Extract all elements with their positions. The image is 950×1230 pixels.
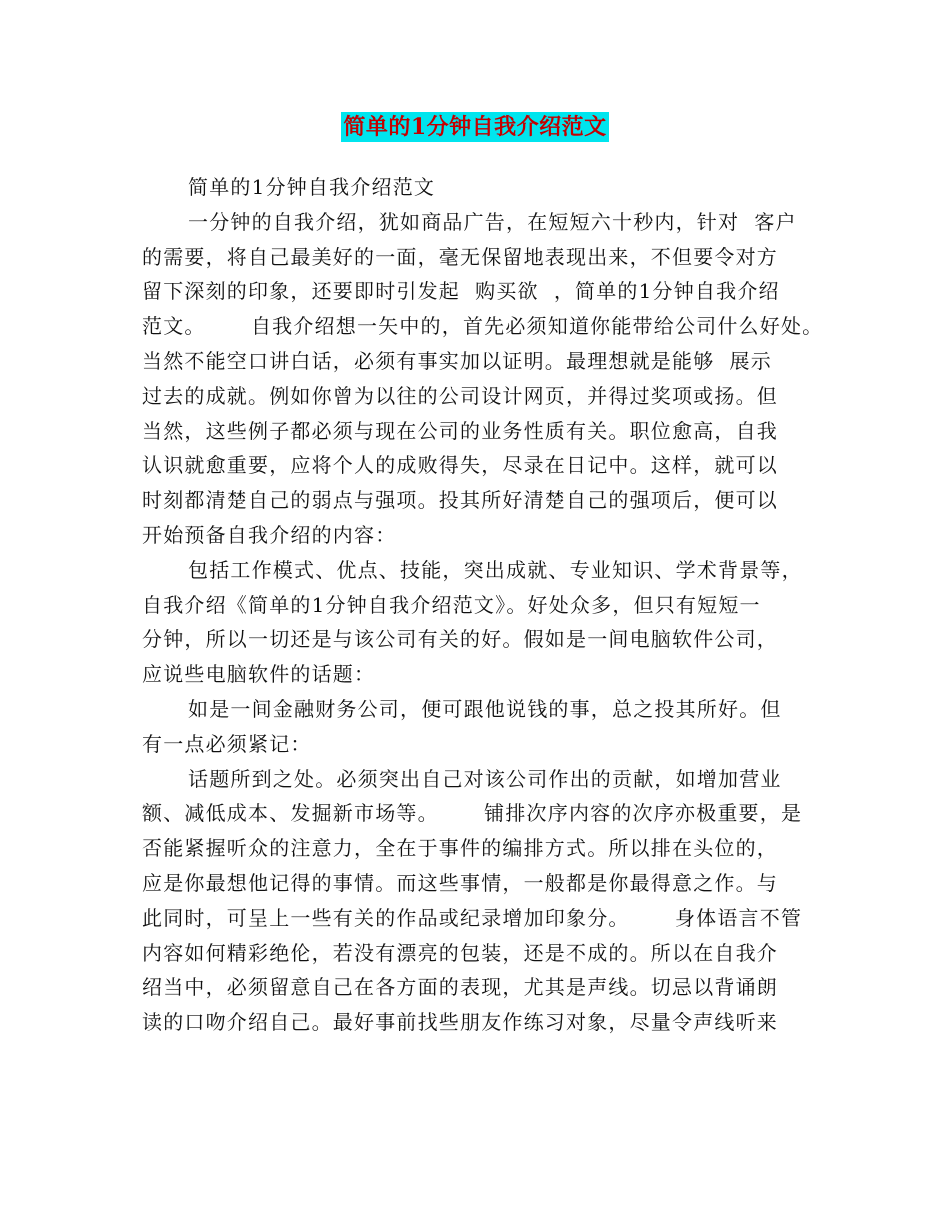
- text-line: 如是一间金融财务公司，便可跟他说钱的事，总之投其所好。但: [188, 696, 782, 721]
- text-line: 有一点必须紧记：: [142, 731, 312, 756]
- text-line: 认识就愈重要，应将个人的成败得失，尽录在日记中。这样，就可以: [142, 453, 778, 478]
- page-title: 简单的1分钟自我介绍范文: [343, 114, 607, 140]
- text-line: 时刻都清楚自己的弱点与强项。投其所好清楚自己的强项后，便可以: [142, 488, 778, 513]
- text-line: 否能紧握听众的注意力，全在于事件的编排方式。所以排在头位的，: [142, 836, 778, 861]
- text-line: 范文。 自我介绍想一矢中的，首先必须知道你能带给公司什么好处。: [142, 314, 824, 339]
- body-text: [142, 170, 832, 1040]
- text-line: 当然不能空口讲白话，必须有事实加以证明。最理想就是能够 展示: [142, 348, 772, 373]
- text-line: 当然，这些例子都必须与现在公司的业务性质有关。职位愈高，自我: [142, 418, 778, 443]
- title-container: [0, 112, 950, 142]
- text-line: 此同时，可呈上一些有关的作品或纪录增加印象分。 身体语言不管: [142, 905, 803, 930]
- text-line: 读的口吻介绍自己。最好事前找些朋友作练习对象，尽量令声线听来: [142, 1010, 778, 1035]
- text-line: 绍当中，必须留意自己在各方面的表现，尤其是声线。切忌以背诵朗: [142, 975, 778, 1000]
- text-line: 话题所到之处。必须突出自己对该公司作出的贡献，如增加营业: [188, 766, 782, 791]
- text-line: 简单的1分钟自我介绍范文: [188, 175, 436, 199]
- text-line: 过去的成就。例如你曾为以往的公司设计网页，并得过奖项或扬。但: [142, 383, 778, 408]
- text-line: 额、减低成本、发掘新市场等。 铺排次序内容的次序亦极重要，是: [142, 801, 803, 826]
- text-line: 的需要，将自己最美好的一面，毫无保留地表现出来，不但要令对方: [142, 244, 778, 269]
- text-line: 开始预备自我介绍的内容：: [142, 522, 397, 547]
- text-line: 内容如何精彩绝伦，若没有漂亮的包装，还是不成的。所以在自我介: [142, 940, 778, 965]
- text-line: 应说些电脑软件的话题：: [142, 662, 376, 687]
- text-line: 自我介绍《简单的1分钟自我介绍范文》。好处众多，但只有短短一: [142, 592, 761, 617]
- text-line: 分钟，所以一切还是与该公司有关的好。假如是一间电脑软件公司，: [142, 627, 778, 652]
- text-line: 应是你最想他记得的事情。而这些事情，一般都是你最得意之作。与: [142, 870, 778, 895]
- text-line: 留下深刻的印象，还要即时引发起 购买欲 ，简单的1分钟自我介绍: [142, 279, 780, 304]
- text-line: 一分钟的自我介绍，犹如商品广告，在短短六十秒内，针对 客户: [188, 209, 797, 234]
- text-line: 包括工作模式、优点、技能，突出成就、专业知识、学术背景等，: [188, 557, 803, 582]
